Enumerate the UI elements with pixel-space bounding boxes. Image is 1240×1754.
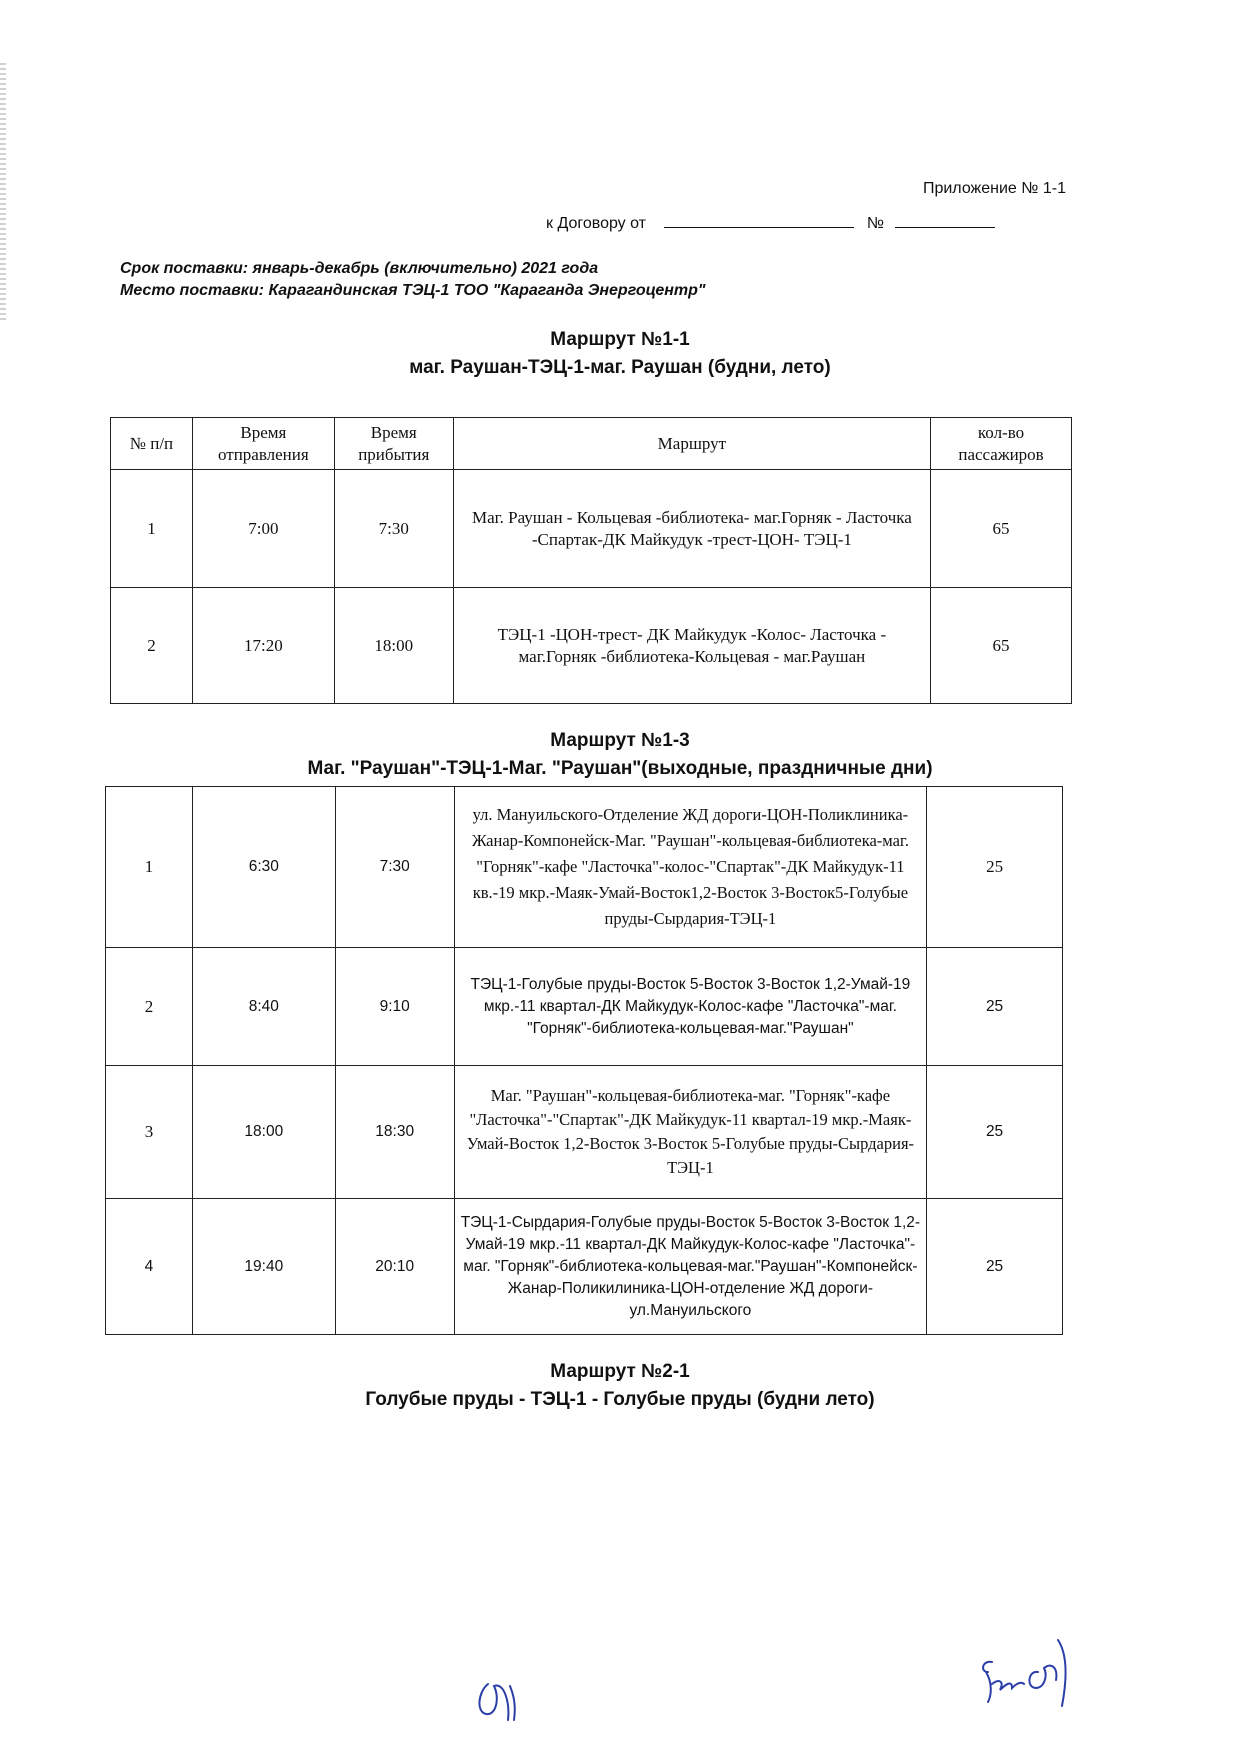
cell-route: Маг. "Раушан"-кольцевая-библиотека-маг. "Горняк"-кафе "Ласточка"-"Спартак"-ДК Майкудук-11 квартал-19 мкр.-Маяк-Умай-Восток 1,2-Восток 3-Восток 5-Голубые пруды-Сырдария-ТЭЦ-1 bbox=[454, 1066, 927, 1199]
route-2-1-number: Маршрут №2-1 bbox=[550, 1361, 690, 1382]
cell-departure: 7:00 bbox=[192, 470, 334, 588]
route-1-1-subtitle: маг. Раушан-ТЭЦ-1-маг. Раушан (будни, лето) bbox=[409, 357, 831, 378]
cell-arrival: 7:30 bbox=[334, 470, 453, 588]
cell-passengers: 25 bbox=[927, 787, 1063, 948]
cell-departure: 17:20 bbox=[192, 588, 334, 704]
table-row bbox=[111, 470, 1072, 588]
table-row bbox=[106, 787, 1063, 948]
signature-left-drawing bbox=[470, 1662, 540, 1722]
cell-arrival: 18:30 bbox=[335, 1066, 454, 1199]
route-1-3-table bbox=[105, 786, 1063, 1335]
contract-line bbox=[546, 213, 995, 233]
cell-passengers: 25 bbox=[927, 1066, 1063, 1199]
table-header-row bbox=[111, 418, 1072, 470]
cell-passengers: 65 bbox=[931, 470, 1072, 588]
cell-number: 2 bbox=[111, 588, 193, 704]
contract-prefix: к Договору от bbox=[546, 215, 646, 232]
signature-right bbox=[978, 1632, 1098, 1712]
delivery-period: Срок поставки: январь-декабрь (включительно) 2021 года bbox=[120, 260, 599, 277]
delivery-place: Место поставки: Карагандинская ТЭЦ-1 ТОО "Караганда Энергоцентр" bbox=[120, 282, 706, 299]
cell-route: ТЭЦ-1-Голубые пруды-Восток 5-Восток 3-Восток 1,2-Умай-19 мкр.-11 квартал-ДК Майкудук-Колос-кафе "Ласточка"-маг. "Горняк"-библиотека-кольцевая-маг."Раушан" bbox=[454, 948, 927, 1066]
delivery-terms bbox=[120, 258, 705, 302]
cell-departure: 18:00 bbox=[192, 1066, 335, 1199]
table-row bbox=[106, 1199, 1063, 1335]
col-header-departure: Время отправления bbox=[192, 418, 334, 470]
cell-departure: 8:40 bbox=[192, 948, 335, 1066]
route-2-1-subtitle: Голубые пруды - ТЭЦ-1 - Голубые пруды (будни лето) bbox=[365, 1389, 875, 1410]
route-2-1-title bbox=[0, 1358, 1240, 1414]
contract-number-blank bbox=[895, 213, 995, 228]
scan-edge-artifact bbox=[0, 60, 6, 320]
cell-departure: 19:40 bbox=[192, 1199, 335, 1335]
cell-route: ул. Мануильского-Отделение ЖД дороги-ЦОН-Поликлиника-Жанар-Компонейск-Маг. "Раушан"-кольцевая-библиотека-маг. "Горняк"-кафе "Ласточка"-колос-"Спартак"-ДК Майкудук-11 кв.-19 мкр.-Маяк-Умай-Восток1,2-Восток 3-Восток5-Голубые пруды-Сырдария-ТЭЦ-1 bbox=[454, 787, 927, 948]
table-row bbox=[111, 588, 1072, 704]
route-1-3-number: Маршрут №1-3 bbox=[550, 730, 690, 751]
table-row bbox=[106, 948, 1063, 1066]
signature-left bbox=[470, 1662, 540, 1722]
cell-arrival: 18:00 bbox=[334, 588, 453, 704]
cell-passengers: 65 bbox=[931, 588, 1072, 704]
col-header-arrival: Время прибытия bbox=[334, 418, 453, 470]
number-sign: № bbox=[866, 215, 885, 232]
table-row bbox=[106, 1066, 1063, 1199]
route-1-1-title bbox=[0, 326, 1240, 382]
col-header-passengers: кол-во пассажиров bbox=[931, 418, 1072, 470]
cell-arrival: 7:30 bbox=[335, 787, 454, 948]
cell-number: 1 bbox=[111, 470, 193, 588]
cell-arrival: 9:10 bbox=[335, 948, 454, 1066]
cell-route: ТЭЦ-1 -ЦОН-трест- ДК Майкудук -Колос- Ласточка - маг.Горняк -библиотека-Кольцевая - маг.Раушан bbox=[453, 588, 930, 704]
route-1-3-title bbox=[0, 727, 1240, 783]
cell-passengers: 25 bbox=[927, 948, 1063, 1066]
cell-number: 2 bbox=[106, 948, 193, 1066]
cell-departure: 6:30 bbox=[192, 787, 335, 948]
cell-arrival: 20:10 bbox=[335, 1199, 454, 1335]
route-1-3-subtitle: Маг. "Раушан"-ТЭЦ-1-Маг. "Раушан"(выходные, праздничные дни) bbox=[307, 758, 933, 779]
cell-route: Маг. Раушан - Кольцевая -библиотека- маг.Горняк - Ласточка -Спартак-ДК Майкудук -трест-ЦОН- ТЭЦ-1 bbox=[453, 470, 930, 588]
cell-number: 4 bbox=[106, 1199, 193, 1335]
cell-passengers: 25 bbox=[927, 1199, 1063, 1335]
route-1-1-table bbox=[110, 417, 1072, 704]
col-header-number: № п/п bbox=[111, 418, 193, 470]
cell-number: 3 bbox=[106, 1066, 193, 1199]
signature-right-drawing bbox=[978, 1632, 1098, 1712]
contract-date-blank bbox=[664, 213, 854, 228]
cell-route: ТЭЦ-1-Сырдария-Голубые пруды-Восток 5-Восток 3-Восток 1,2-Умай-19 мкр.-11 квартал-ДК Майкудук-Колос-кафе "Ласточка"-маг. "Горняк"-библиотека-кольцевая-маг."Раушан"-Компонейск-Жанар-Поликилиника-ЦОН-отделение ЖД дороги-ул.Мануильского bbox=[454, 1199, 927, 1335]
appendix-label: Приложение № 1-1 bbox=[922, 180, 1066, 197]
cell-number: 1 bbox=[106, 787, 193, 948]
col-header-route: Маршрут bbox=[453, 418, 930, 470]
route-1-1-number: Маршрут №1-1 bbox=[550, 329, 690, 350]
